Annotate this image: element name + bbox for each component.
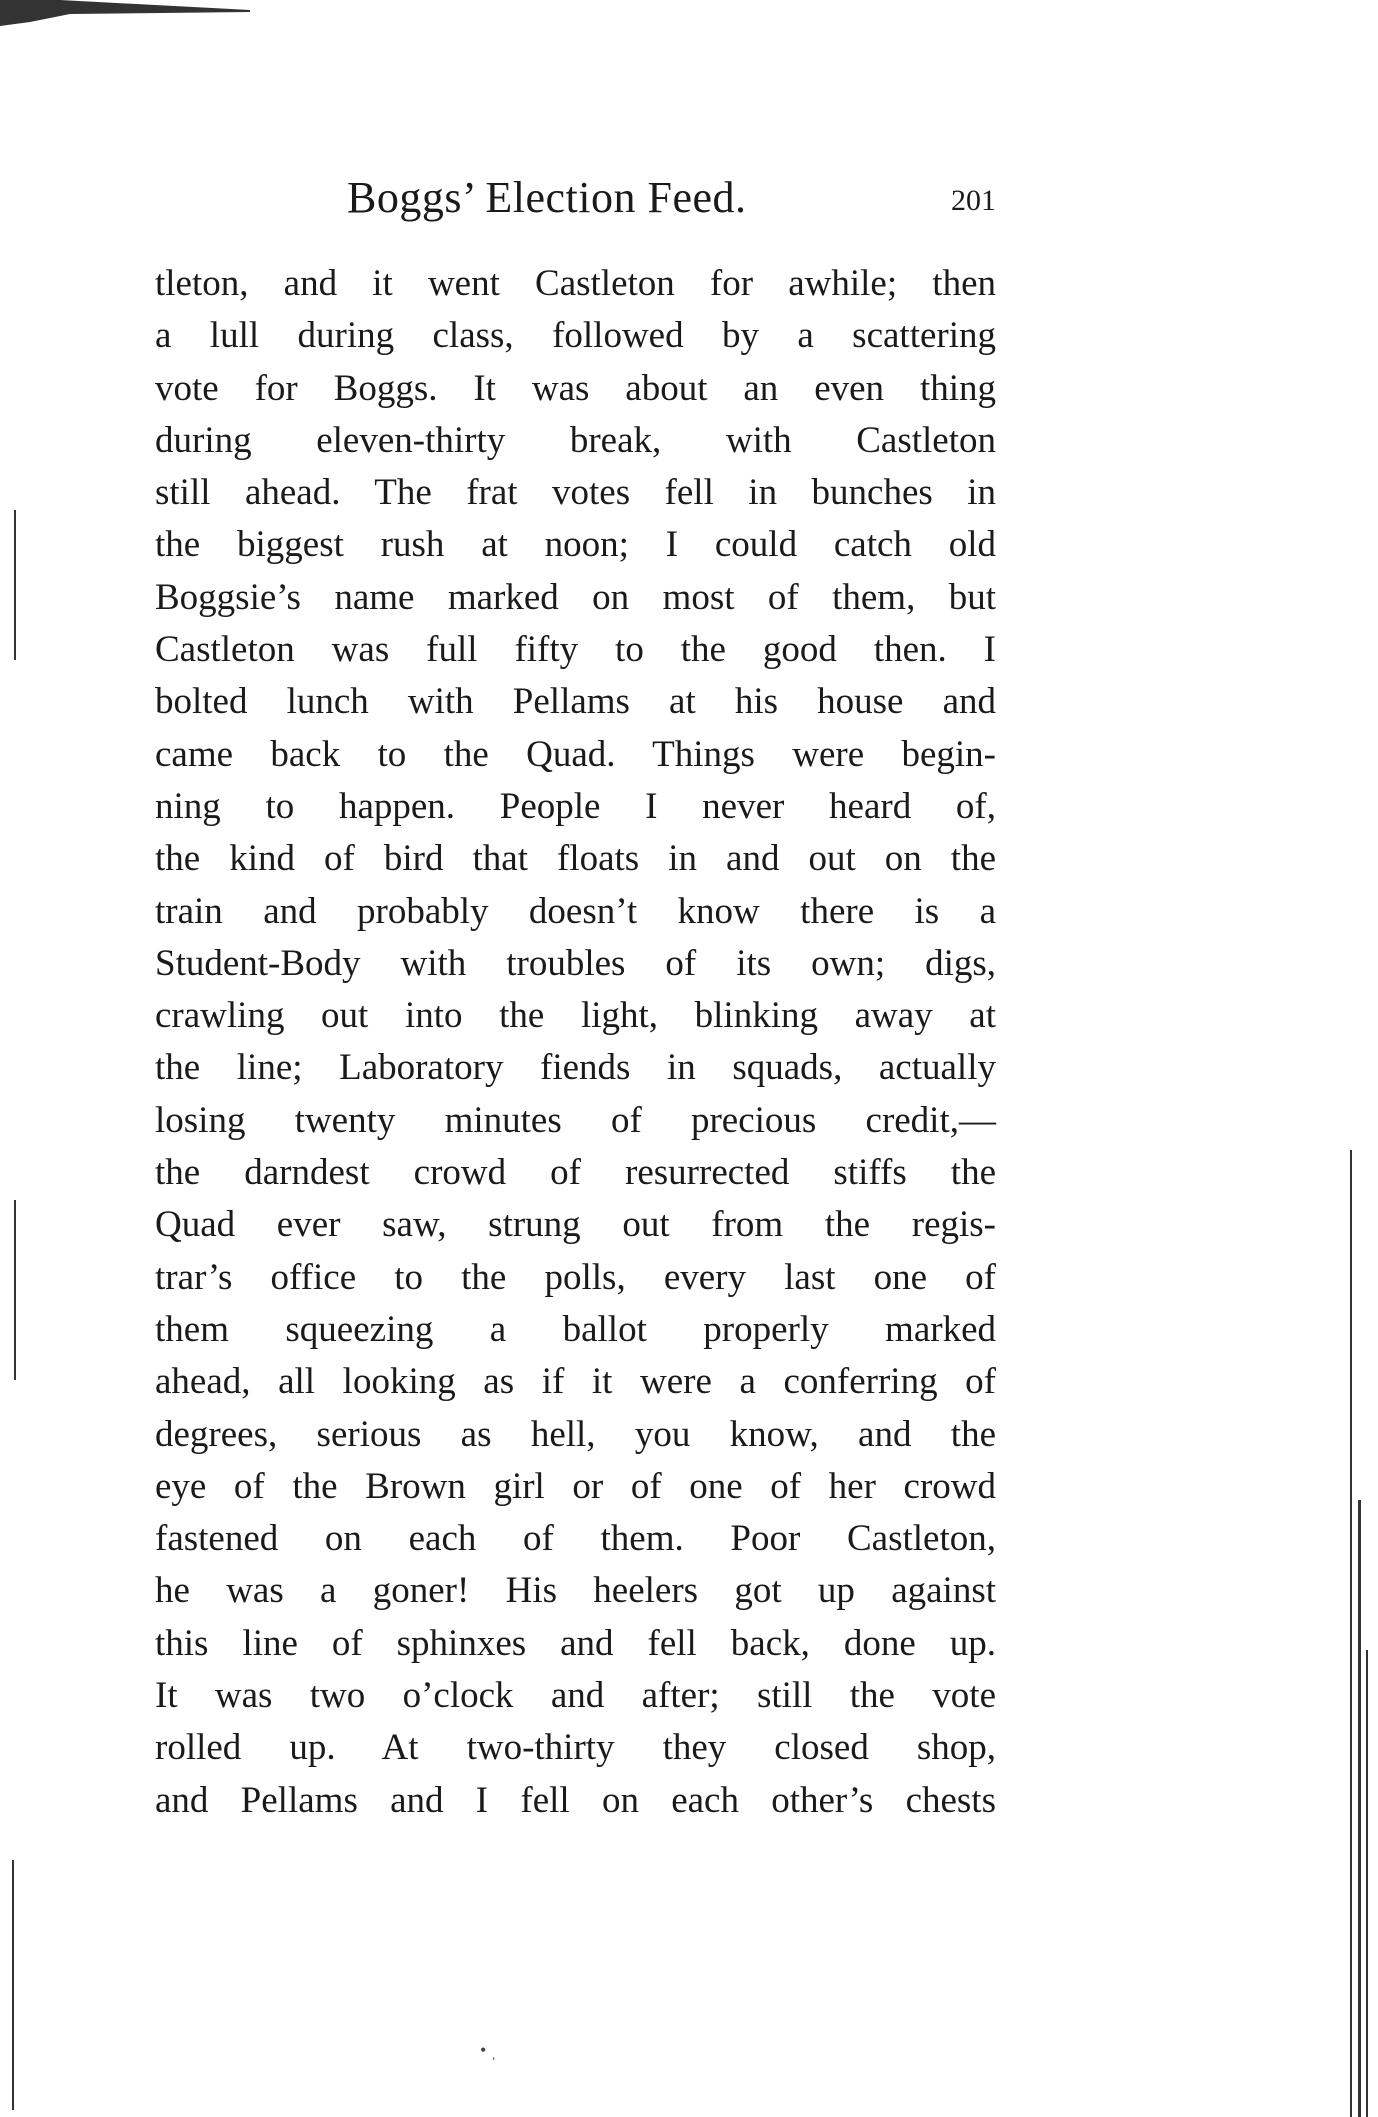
scan-edge-left [14,1200,16,1380]
text-line: the kind of bird that floats in and out on the [155,838,996,880]
text-line: ahead, all looking as if it were a conferring of [155,1361,996,1403]
text-line: degrees, serious as hell, you know, and the [155,1413,996,1455]
running-header [155,172,996,232]
text-line: this line of sphinxes and fell back, done up. [155,1622,996,1664]
text-line: Boggsie’s name marked on most of them, but [155,576,996,618]
text-line: crawling out into the light, blinking away at [155,995,996,1037]
scan-smudge [0,0,250,26]
scan-edge-right [1366,1650,1368,2117]
scan-edge-right [1350,1150,1352,2117]
text-line: It was two o’clock and after; still the vote [155,1675,996,1717]
text-line: Quad ever saw, strung out from the regis- [155,1204,996,1246]
text-line: the biggest rush at noon; I could catch old [155,524,996,566]
text-line: them squeezing a ballot properly marked [155,1308,996,1350]
scan-edge-left [12,1860,14,2110]
scan-edge-left [14,510,16,660]
text-line: Student-Body with troubles of its own; digs, [155,942,996,984]
text-line: rolled up. At two-thirty they closed shop, [155,1727,996,1769]
text-line: tleton, and it went Castleton for awhile; then [155,263,996,304]
scan-specks: • ˌ [480,2040,497,2060]
text-line: a lull during class, followed by a scattering [155,315,996,357]
text-line: and Pellams and I fell on each other’s chests [155,1779,996,1821]
running-title: Boggs’ Election Feed. [347,173,747,222]
text-line: vote for Boggs. It was about an even thing [155,367,996,409]
text-line: eye of the Brown girl or of one of her crowd [155,1465,996,1507]
text-line: trar’s office to the polls, every last one of [155,1256,996,1298]
text-line: the darndest crowd of resurrected stiffs the [155,1152,996,1194]
scan-edge-right [1358,1500,1361,2117]
body-text [155,258,996,1827]
page-number: 201 [951,184,996,217]
text-line: fastened on each of them. Poor Castleton, [155,1518,996,1560]
text-line: ning to happen. People I never heard of, [155,785,996,827]
text-line: losing twenty minutes of precious credit,— [155,1099,996,1141]
text-line: Castleton was full fifty to the good then. I [155,629,996,671]
text-line: during eleven-thirty break, with Castleton [155,419,996,461]
text-line: bolted lunch with Pellams at his house and [155,681,996,723]
text-line: came back to the Quad. Things were begin- [155,733,996,775]
text-line: still ahead. The frat votes fell in bunches in [155,472,996,514]
text-line: train and probably doesn’t know there is a [155,890,996,932]
text-line: he was a goner! His heelers got up against [155,1570,996,1612]
text-line: the line; Laboratory fiends in squads, actually [155,1047,996,1089]
